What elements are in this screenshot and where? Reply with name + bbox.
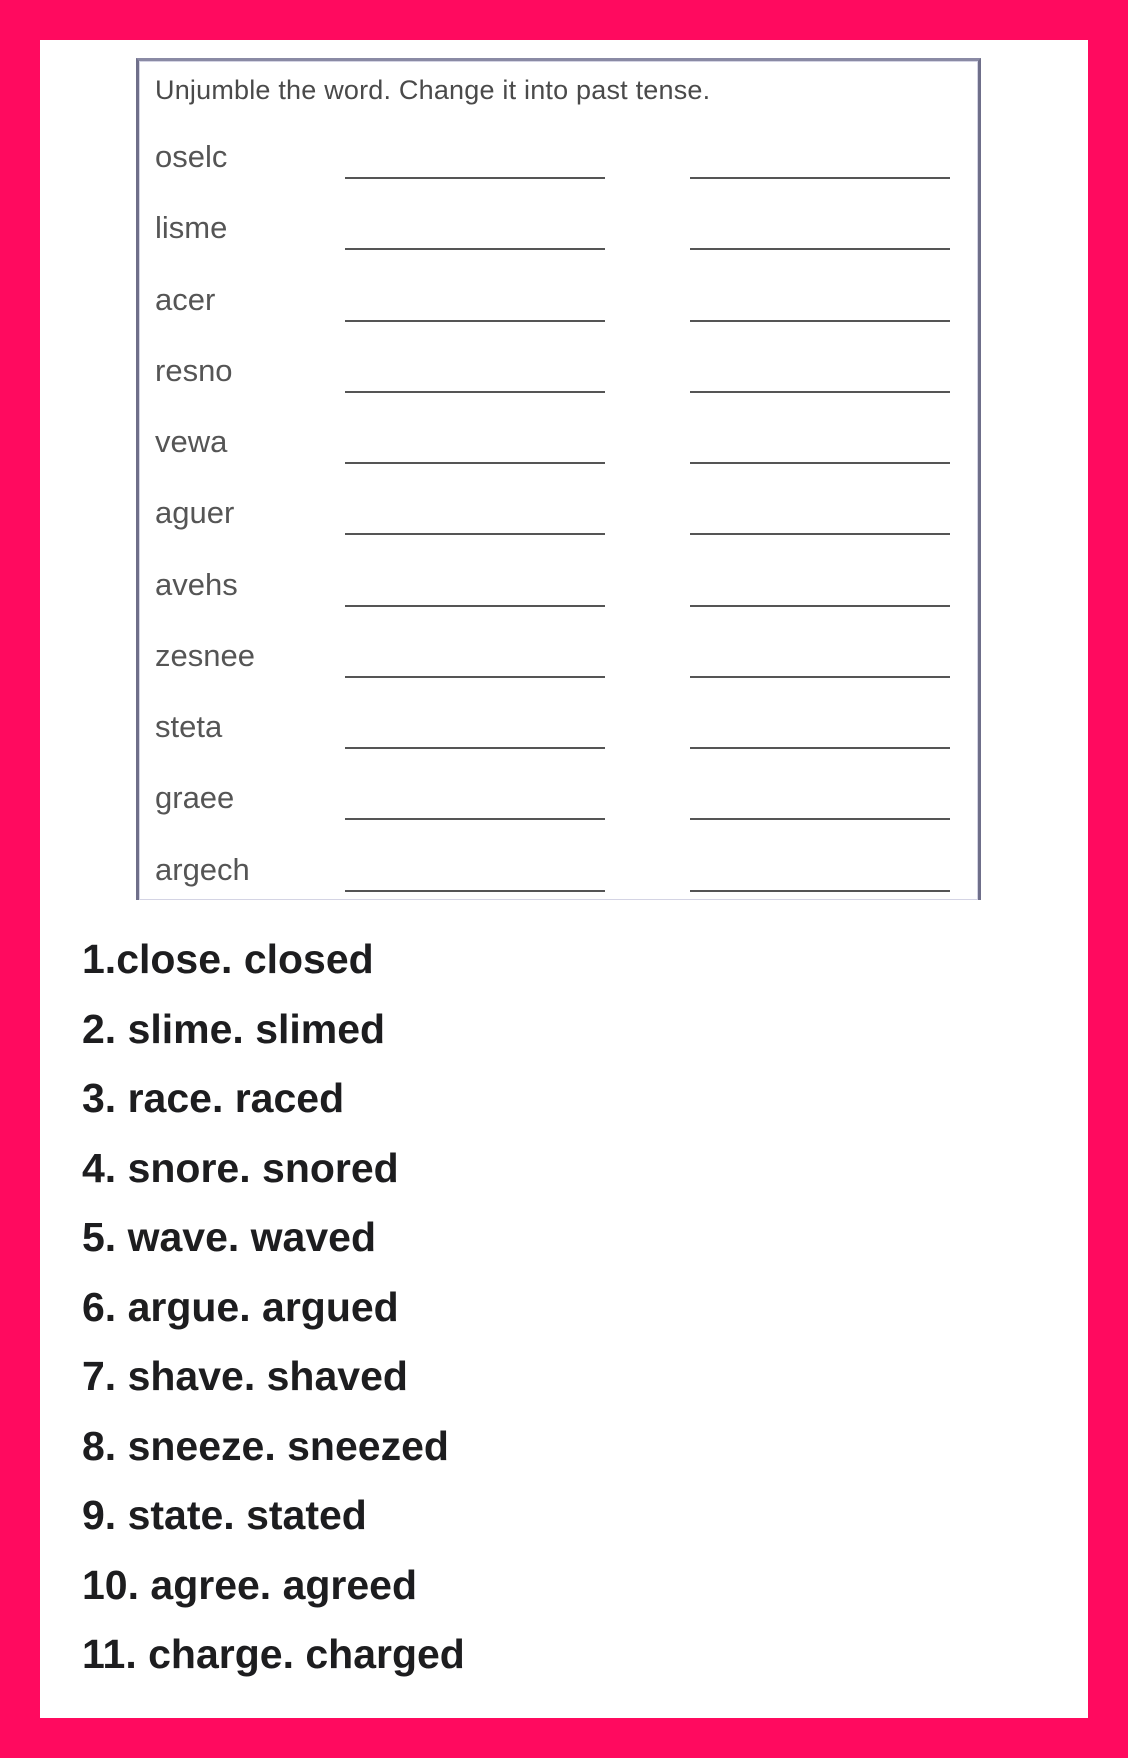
paper-sheet — [40, 40, 1088, 1718]
unjumbled-blank — [345, 676, 605, 678]
answer-item: 11. charge. charged — [82, 1631, 465, 1677]
answer-item: 3. race. raced — [82, 1075, 345, 1121]
answer-item: 8. sneeze. sneezed — [82, 1422, 449, 1469]
unjumbled-blank — [345, 890, 605, 892]
answer-item: 5. wave. waved — [82, 1214, 377, 1260]
unjumbled-blank — [345, 248, 605, 250]
answer-item: 4. snore. snored — [82, 1144, 399, 1191]
worksheet-row — [155, 347, 955, 397]
unjumbled-blank — [345, 177, 605, 179]
unjumbled-blank — [345, 818, 605, 820]
worksheet-row — [155, 418, 955, 468]
scrambled-word: vewa — [155, 424, 228, 459]
past-tense-blank — [690, 890, 950, 892]
scrambled-word: zesnee — [155, 638, 255, 673]
worksheet-row — [155, 204, 955, 254]
answer-item: 7. shave. shaved — [82, 1353, 408, 1399]
unjumbled-blank — [345, 462, 605, 464]
answer-item: 6. argue. argued — [82, 1283, 399, 1330]
past-tense-blank — [690, 391, 950, 393]
past-tense-blank — [690, 248, 950, 250]
answer-item: 1.close. closed — [82, 936, 374, 982]
past-tense-blank — [690, 818, 950, 820]
unjumbled-blank — [345, 533, 605, 535]
scrambled-word: resno — [155, 353, 233, 388]
scrambled-word: aguer — [155, 495, 235, 530]
answer-item: 9. state. stated — [82, 1492, 367, 1538]
past-tense-blank — [690, 177, 950, 179]
unjumbled-blank — [345, 391, 605, 393]
scrambled-word: acer — [155, 282, 216, 317]
past-tense-blank — [690, 676, 950, 678]
answer-item: 10. agree. agreed — [82, 1561, 418, 1608]
scrambled-word: graee — [155, 780, 235, 815]
scrambled-word: avehs — [155, 567, 238, 602]
worksheet-row — [155, 276, 955, 326]
past-tense-blank — [690, 533, 950, 535]
scrambled-word: argech — [155, 852, 250, 887]
scrambled-word: lisme — [155, 210, 228, 245]
worksheet-row — [155, 632, 955, 682]
past-tense-blank — [690, 320, 950, 322]
worksheet-row — [155, 133, 955, 183]
worksheet-row — [155, 846, 955, 896]
past-tense-blank — [690, 605, 950, 607]
worksheet-instruction: Unjumble the word. Change it into past tense. — [155, 75, 711, 105]
worksheet-row — [155, 703, 955, 753]
unjumbled-blank — [345, 747, 605, 749]
worksheet-row — [155, 489, 955, 539]
past-tense-blank — [690, 747, 950, 749]
unjumbled-blank — [345, 605, 605, 607]
past-tense-blank — [690, 462, 950, 464]
scrambled-word: steta — [155, 709, 223, 744]
worksheet-row — [155, 774, 955, 824]
scrambled-word: oselc — [155, 139, 228, 174]
worksheet-row — [155, 561, 955, 611]
answer-list — [82, 925, 782, 1690]
worksheet-box — [136, 58, 981, 900]
answer-item: 2. slime. slimed — [82, 1005, 386, 1052]
unjumbled-blank — [345, 320, 605, 322]
